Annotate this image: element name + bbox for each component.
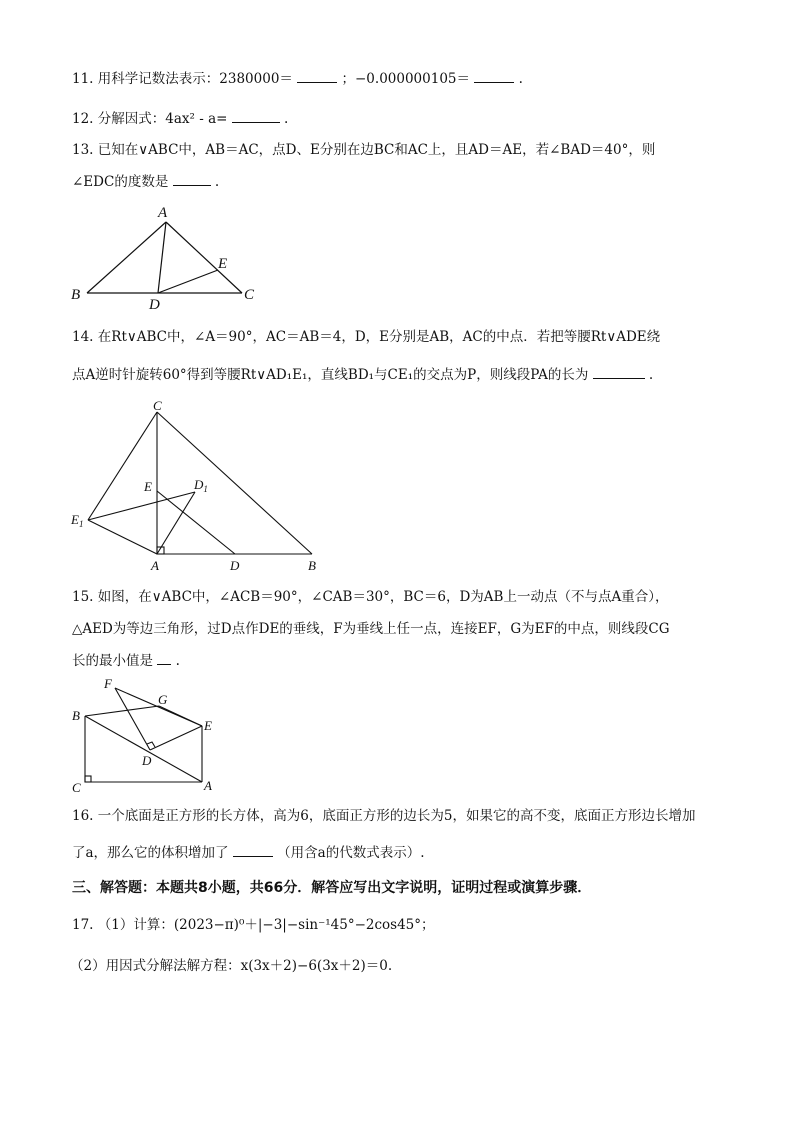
label-a: A: [204, 778, 212, 793]
answer-blank[interactable]: [297, 68, 337, 83]
question-15-line2: [72, 619, 732, 639]
figure-q14: [66, 396, 336, 576]
segment-ab: [87, 222, 166, 293]
segment-fd: [115, 688, 150, 750]
answer-blank[interactable]: [232, 108, 280, 123]
question-text: 点A逆时针旋转60°得到等腰Rt∨AD₁E₁，直线BD₁与CE₁的交点为P，则线段PA的长为: [72, 367, 589, 383]
label-d: D: [230, 558, 240, 573]
question-17-part1: [72, 915, 732, 935]
segment-ad: [158, 222, 166, 293]
question-number: 16.: [72, 808, 94, 824]
label-f: F: [104, 676, 112, 691]
figure-q15: [66, 676, 236, 796]
question-13-line2: [72, 171, 732, 192]
question-text-mid: ；−0.000000105＝: [341, 71, 470, 87]
question-16-line2: [72, 842, 732, 863]
label-e: E: [218, 256, 228, 272]
question-text: 一个底面是正方形的长方体，高为6，底面正方形的边长为5，如果它的高不变，底面正方形边长增加: [97, 808, 696, 824]
segment-ba: [85, 716, 202, 782]
question-text: 分解因式：4ax² - a=: [97, 111, 228, 127]
question-15-line3: [72, 650, 732, 671]
label-e: E: [144, 479, 152, 494]
answer-blank[interactable]: [173, 171, 211, 186]
right-angle-mark-c: [85, 776, 91, 782]
question-number: 13.: [72, 142, 94, 158]
label-b: B: [308, 558, 316, 573]
label-b: B: [71, 287, 81, 303]
question-text: （2）用因式分解法解方程：x(3x＋2)−6(3x＋2)＝0.: [70, 958, 393, 974]
question-14-line2: [72, 364, 732, 385]
period: .: [175, 653, 180, 669]
label-c: C: [72, 780, 81, 795]
answer-blank[interactable]: [233, 842, 273, 857]
label-c: C: [244, 287, 255, 303]
period: .: [214, 174, 220, 190]
question-text: 已知在∨ABC中，AB＝AC，点D、E分别在边BC和AC上，且AD＝AE，若∠BAD＝40°，则: [97, 142, 656, 158]
answer-blank[interactable]: [157, 650, 171, 665]
label-a: A: [158, 205, 168, 221]
question-text: 在Rt∨ABC中，∠A＝90°，AC＝AB＝4，D，E分别是AB，AC的中点．若把等腰Rt∨ADE绕: [97, 329, 661, 345]
question-text: 长的最小值是: [72, 653, 153, 669]
segment-bg: [85, 706, 159, 716]
question-number: 15.: [72, 589, 94, 605]
question-text: ∠EDC的度数是: [72, 174, 169, 190]
question-14: [72, 327, 732, 347]
question-number: 12.: [72, 111, 94, 127]
segment-e1-a: [88, 520, 157, 554]
label-d: D: [149, 297, 160, 312]
segment-ed: [157, 491, 235, 554]
figure-q13: [66, 200, 266, 312]
segment-de: [158, 270, 218, 293]
question-text: 了a，那么它的体积增加了: [72, 845, 229, 861]
answer-blank[interactable]: [593, 364, 645, 379]
label-c: C: [153, 398, 162, 413]
question-text: △AED为等边三角形，过D点作DE的垂线，F为垂线上任一点，连接EF，G为EF的中点，则线段CG: [72, 621, 670, 637]
question-15: [72, 587, 732, 607]
segment-cb: [157, 412, 312, 554]
label-b: B: [72, 708, 80, 723]
label-d: D: [142, 753, 152, 768]
question-number: 11.: [72, 71, 94, 87]
segment-de: [150, 726, 202, 750]
period: .: [648, 367, 654, 383]
label-d1: $D_1$: [194, 477, 208, 494]
segment-ac: [166, 222, 242, 293]
question-number: 17.: [72, 917, 94, 933]
question-13: [72, 140, 732, 160]
segment-ce1: [88, 412, 157, 520]
question-number: 14.: [72, 329, 94, 345]
answer-blank[interactable]: [474, 68, 514, 83]
segment-a-d1: [157, 492, 195, 554]
label-g: G: [158, 692, 168, 707]
segment-e1-d1: [88, 492, 195, 520]
question-text: （1）计算：(2023−π)⁰＋|−3|−sin⁻¹45°−2cos45°；: [97, 917, 435, 933]
question-text-tail: （用含a的代数式表示）.: [277, 845, 425, 861]
question-text: 如图，在∨ABC中，∠ACB＝90°，∠CAB＝30°，BC＝6，D为AB上一动点（不与点A重合），: [97, 589, 669, 605]
label-a: A: [151, 558, 159, 573]
label-e: E: [204, 718, 212, 733]
question-11: [72, 68, 732, 89]
question-text: 用科学记数法表示：2380000＝: [97, 71, 293, 87]
question-17-part2: [70, 956, 730, 976]
section-header: 三、解答题：本题共8小题，共66分．解答应写出文字说明，证明过程或演算步骤．: [72, 880, 592, 896]
label-e1: $E_1$: [71, 512, 84, 529]
period: .: [518, 71, 523, 87]
period: .: [284, 111, 289, 127]
question-12: [72, 108, 732, 129]
question-16: [72, 806, 732, 826]
